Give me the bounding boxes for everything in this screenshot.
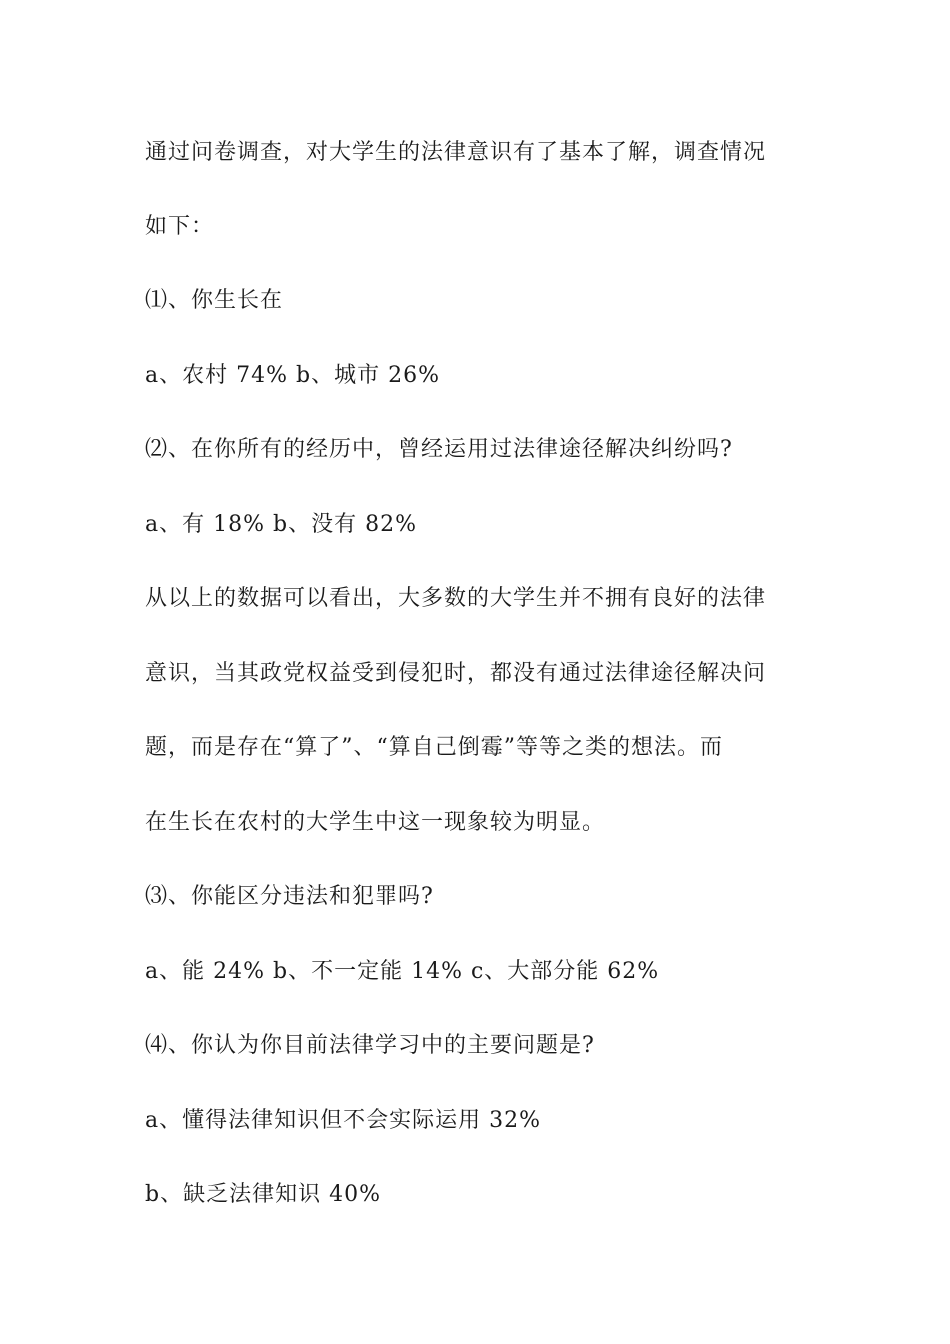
analysis-line-4: 在生长在农村的大学生中这一现象较为明显。 — [145, 810, 606, 835]
analysis-line-2: 意识，当其政党权益受到侵犯时，都没有通过法律途径解决问 — [145, 661, 767, 686]
paragraph-intro-line-2: 如下： — [145, 214, 215, 239]
answer-3: a、能 24% b、不一定能 14% c、大部分能 62% — [145, 959, 660, 984]
paragraph-intro-line-1: 通过问卷调查，对大学生的法律意识有了基本了解，调查情况 — [145, 140, 767, 165]
analysis-line-1: 从以上的数据可以看出，大多数的大学生并不拥有良好的法律 — [145, 586, 767, 611]
analysis-line-3: 题，而是存在“算了”、“算自己倒霉”等等之类的想法。而 — [145, 735, 723, 760]
question-2: ⑵、在你所有的经历中，曾经运用过法律途径解决纠纷吗? — [145, 437, 733, 462]
answer-2: a、有 18% b、没有 82% — [145, 512, 417, 537]
question-1: ⑴、你生长在 — [145, 288, 284, 313]
question-4: ⑷、你认为你目前法律学习中的主要问题是? — [145, 1033, 595, 1058]
question-3: ⑶、你能区分违法和犯罪吗? — [145, 884, 434, 909]
answer-1: a、农村 74% b、城市 26% — [145, 363, 440, 388]
answer-4b: b、缺乏法律知识 40% — [145, 1182, 381, 1207]
answer-4a: a、懂得法律知识但不会实际运用 32% — [145, 1108, 542, 1133]
